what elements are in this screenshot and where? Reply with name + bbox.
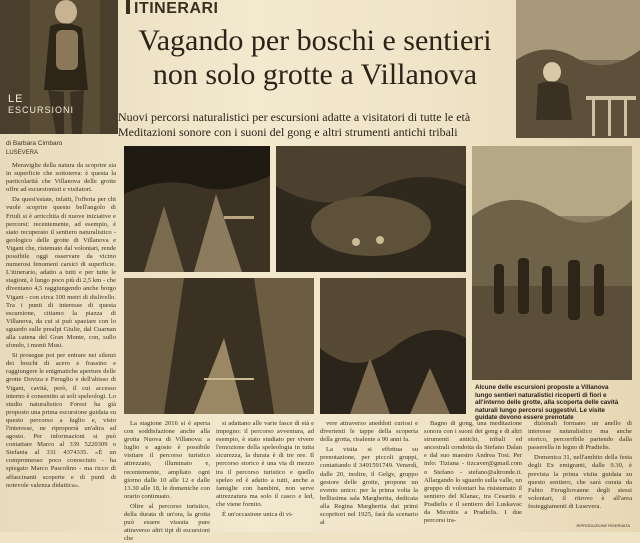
escursioni-badge: [0, 0, 118, 134]
paragraph: È un'occasione unica di vi-: [222, 511, 294, 519]
badge-line-1: LE: [8, 93, 24, 105]
cave-interior-photo-2: [276, 146, 466, 272]
article-column-6: [528, 420, 632, 520]
cave-walkway-photo: [124, 278, 314, 414]
badge-line-2: ESCURSIONI: [8, 105, 75, 115]
paragraph: vere attraverso aneddoti curiosi e divertenti le tappe della scoperta della grotta, risalente a 90 anni fa.: [320, 420, 418, 444]
paragraph: si adattano alle varie fasce di età e impegno: il percorso avventura, ad esempio, è stato studiato per vivere l'emozione della speleologia in tutta sicurezza, la durata è di tre ore. Il percorso storico è una via di mezzo tra il percorso turistico e quello speleo ed è adatto a tutti, anche a famiglie con bambini, non serve attrezzatura ma solo il casco e led, che viene fornito.: [216, 420, 314, 508]
article-column-3: [216, 420, 314, 528]
cave-formations-photo: [320, 278, 466, 414]
paragraph: dizionali formano un anello di interesse naturalistico ma anche storico, percorribile partendo dalla passerella in legno di Pradielis.: [528, 420, 632, 452]
headline: [130, 24, 500, 92]
paragraph: Da quest'estate, infatti, l'offerta per chi vuole scoprire questo bell'angolo di Friuli si è arricchita di nuove iniziative e percorsi: recentemente, ad esempio, è stato recuperato il sentiero naturalistico - geologico delle grotte di Villanova e Vigant che, ristemato dal volontari, rende possibile oggi osservare da vicino numerosi fenomeni carsici di superficie. L'itinerario, adatto a tutti e per tutte le stagioni, è lungo poco più di 2,5 km - che diventano 4,5 raggiungendo anche borgo Vigant - con circa 100 metri di dislivello. Tra i punti di interesse di questa escursione, citiamo la piazza di Villanova, da cui si può spaziare con lo sguardo sulle prealpi Giulie, dal Cuarnan alla catena del Gran Monte, con, sullo sfondo, i monti Musi.: [6, 196, 116, 350]
byline: di Barbara Cimbaro: [6, 140, 63, 147]
article-column-4: [320, 420, 418, 528]
subhead-line-2: Meditazioni sonore con i suoni del gong e altri strumenti antichi tribali: [118, 125, 458, 139]
paragraph: La stagione 2016 si è aperta con soddisfazione anche alla grotta Nuova di Villanova: a luglio e agosto è possibile visitare il percorso turistico attrezzato, illuminato e, recentemente, ampliato ogni giorno dalle 10 alle 12 e dalle 13.30 alle 18, le domeniche con orario continuato.: [124, 420, 210, 500]
headline-line-2: non solo grotte a Villanova: [152, 58, 478, 91]
photo-caption: Alcune delle escursioni proposte a Villanova lungo sentieri naturalistici ricoperti di fiori e all'interno delle grotte, alla scoperta delle cavità naturali lungo percorsi suggestivi. Le visite guidate devono essere prenotate: [475, 384, 619, 422]
article-column-2: [124, 420, 210, 543]
hiker-viewpoint-photo: [516, 0, 640, 138]
section-tag: ITINERARI: [126, 0, 219, 18]
dateline: LUSEVERA: [6, 150, 39, 156]
paragraph: Si prosegue poi per entrare nei silenzi dei boschi di acero e frassino e raggiungere le enigmatiche aperture delle grotte Doviza e Feruglio e dell'abisso di Vigant, cavità, però, il cui accesso interno è consentito ai soli speleologi. Lo studio naturalistico Forest ha già proposto una prima escursione guidata su questo percorso a luglio e, visto l'interesse, ne riproporrà un'altra ad agosto. Per informazioni si può contattare Marco al 339 5220309 o Stefania al 331 4374335. «È un compromesso poco conosciuto - ha spiegato Marco Pascolino - ma ricco di affascinanti scoperte e di punti di notevole valenza didattica».: [6, 352, 116, 489]
headline-line-1: Vagando per boschi e sentieri: [138, 24, 492, 57]
cave-interior-photo-1: [124, 146, 270, 272]
article-column-5: [424, 420, 522, 528]
paragraph: Domenica 31, nell'ambito della festa degli Ex emigranti, dalle 9.30, è prevista la prima visita guidata su questo sentiero, che sarà curata da Fabio Ferugliovanne degli stessi volontari, il ritrovo è all'area festeggiamenti di Lusevera.: [528, 454, 632, 510]
paragraph: Oltre al percorso turistico, della durata di un'ora, la grotta può essere vissuta pure attraverso altri tipi di escursioni che: [124, 502, 210, 543]
paragraph: Meraviglie della natura da scoprire sia in superficie che sottoterra: è questa la particolarità che Villanova delle grotte offre ad escursionisti e visitatori.: [6, 162, 116, 194]
subhead-line-1: Nuovi percorsi naturalistici per escursioni adatte a visitatori di tutte le età: [118, 110, 471, 124]
badge-label: [8, 94, 74, 116]
paragraph: La visita si effettua su prenotazione, per piccoli gruppi, contattando il 3491591749. Venerdì, dalle 20, inoltre, il Gelgv, gruppo gestore delle grotte, propone un evento unico: per la prima volta la bellissima sala Margherita, dedicata alla Regina Margherita dai primi scopritori nel 1925, farà da scenario al: [320, 446, 418, 527]
paragraph: Bagno di gong, una meditazione sonora con i suoni dei gong e di altri strumenti antichi, tribali ed ancestrali condotta da Stefano Dalan e dal suo maestro Andrea Tosi. Per info: Tiziana - tizcaver@gmail.com o Stefano - stefano@altronde.it. Allargando lo sguardo sulla valle, un gruppo di volontari ha risistemato il sentiero del Klanac, tra Cesariis e Pradielis e il sentiero del Luskavac da Micottis a Pradielis. I due percorsi tra-: [424, 420, 522, 525]
copyright-credit: RIPRODUZIONE RISERVATA: [576, 523, 630, 528]
subheadline: [118, 110, 518, 140]
article-column-1: [6, 162, 116, 528]
hiking-group-photo: [472, 146, 632, 380]
